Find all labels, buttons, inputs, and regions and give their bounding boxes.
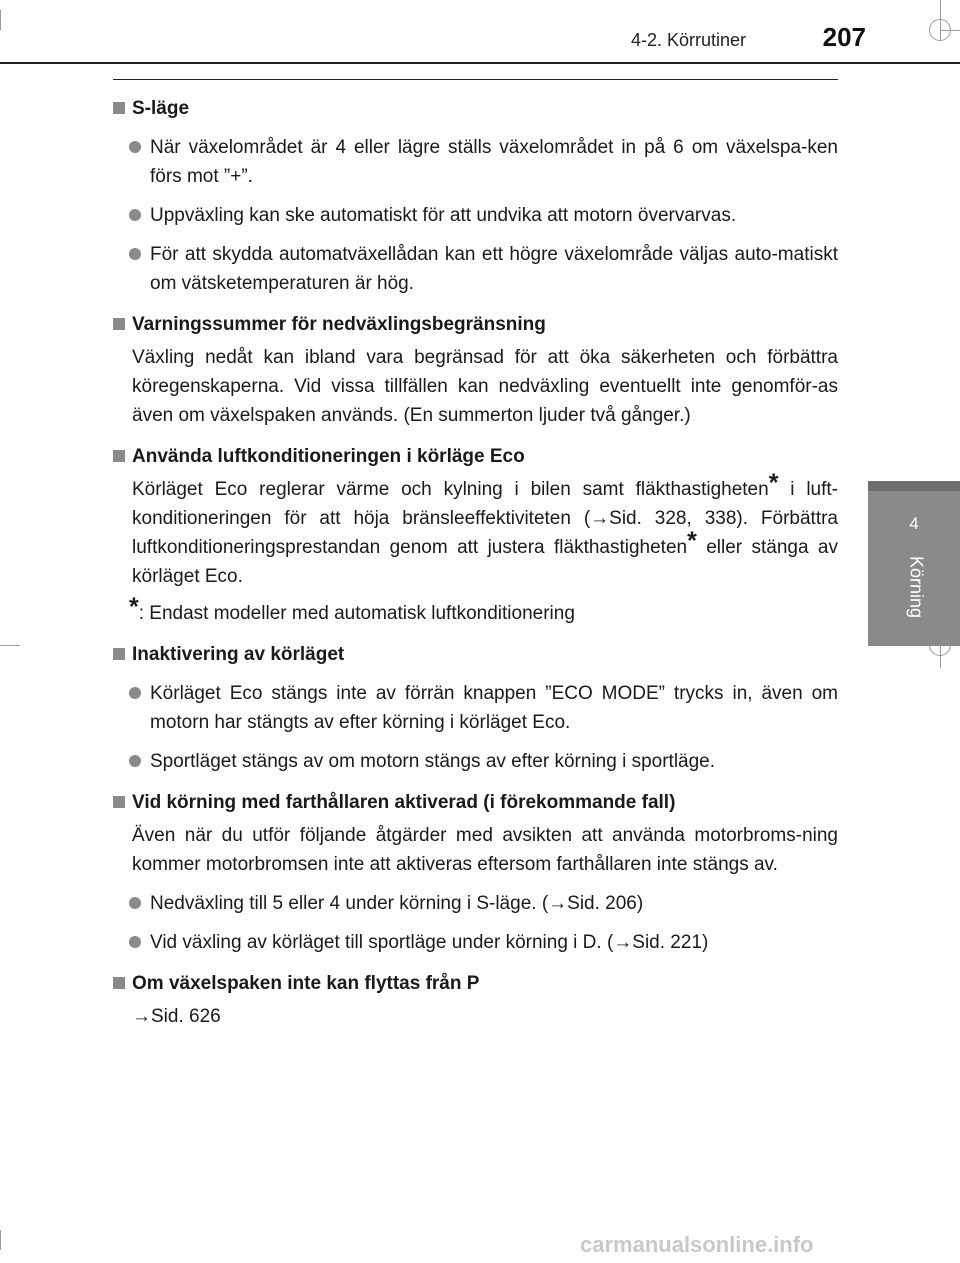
chapter-title: 4-2. Körrutiner (630, 30, 746, 50)
chapter-side-tab (868, 481, 960, 646)
circle-bullet-icon (129, 141, 141, 153)
list-item: Vid växling av körläget till sportläge under körning i D. (→Sid. 221) (113, 928, 838, 957)
list-item: Sportläget stängs av om motorn stängs av efter körning i sportläge. (113, 747, 838, 776)
section-heading-warning: Varningssummer för nedväxlingsbegränsning (113, 310, 838, 339)
square-bullet-icon (113, 796, 125, 808)
circle-bullet-icon (129, 209, 141, 221)
footnote-asterisk: * (129, 593, 139, 621)
square-bullet-icon (113, 102, 125, 114)
circle-bullet-icon (129, 755, 141, 767)
asterisk-mark: * (687, 527, 697, 555)
side-tab-number: 4 (909, 514, 919, 533)
paragraph: Även när du utför följande åtgärder med avsikten att använda motorbroms-ning kommer motorbromsen inte att aktiveras eftersom farthållaren inte stängs av. (132, 825, 838, 875)
page-header (0, 0, 960, 70)
section-heading-park: Om växelspaken inte kan flyttas från P (113, 969, 838, 998)
crop-mark (0, 645, 20, 646)
paragraph: Växling nedåt kan ibland vara begränsad för att öka säkerheten och förbättra köregenskaperna. Vid vissa tillfällen kan nedväxling eventuellt inte genomför-as även om växelspaken används. (En summerton ljuder två gånger.) (132, 347, 838, 426)
asterisk-mark: * (768, 469, 779, 497)
page-reference: →Sid. 626 (132, 1006, 221, 1027)
section-heading-deactivate: Inaktivering av körläget (113, 640, 838, 669)
header-rule (0, 62, 960, 64)
list-item: Uppväxling kan ske automatiskt för att undvika att motorn övervarvas. (113, 201, 838, 230)
section-heading-eco-ac: Använda luftkonditioneringen i körläge Eco (113, 442, 838, 471)
square-bullet-icon (113, 450, 125, 462)
page-content (113, 94, 838, 1031)
page-number: 207 (822, 22, 866, 52)
circle-bullet-icon (129, 248, 141, 260)
section-heading-s-mode: S-läge (113, 94, 838, 123)
square-bullet-icon (113, 648, 125, 660)
circle-bullet-icon (129, 687, 141, 699)
square-bullet-icon (113, 318, 125, 330)
footnote: *: Endast modeller med automatisk luftkonditionering (129, 593, 575, 624)
paragraph: Körläget Eco reglerar värme och kylning i bilen samt fläkthastigheten* i luft-konditioneringen för att höja bränsleeffektiviteten (→Sid. 328, 338). Förbättra luftkonditioneringsprestandan genom att justera fläkthastigheten* eller stänga av körläget Eco. (132, 469, 839, 587)
crop-mark (0, 1230, 1, 1250)
circle-bullet-icon (129, 897, 141, 909)
list-item: Nedväxling till 5 eller 4 under körning i S-läge. (→Sid. 206) (113, 889, 838, 918)
side-tab-accent (868, 481, 960, 491)
watermark: carmanualsonline.info (580, 1232, 814, 1257)
circle-bullet-icon (129, 936, 141, 948)
list-item: För att skydda automatväxellådan kan ett högre växelområde väljas auto-matiskt om vätsketemperaturen är hög. (113, 240, 838, 298)
list-item: Körläget Eco stängs inte av förrän knappen ”ECO MODE” trycks in, även om motorn har stängts av efter körning i körläget Eco. (113, 679, 838, 737)
list-item: När växelområdet är 4 eller lägre ställs växelområdet in på 6 om växelspa-ken förs mot ”+”. (113, 133, 838, 191)
content-rule (113, 79, 838, 80)
section-heading-cruise: Vid körning med farthållaren aktiverad (i förekommande fall) (113, 788, 838, 817)
square-bullet-icon (113, 977, 125, 989)
side-tab-label: Körning (906, 555, 927, 619)
